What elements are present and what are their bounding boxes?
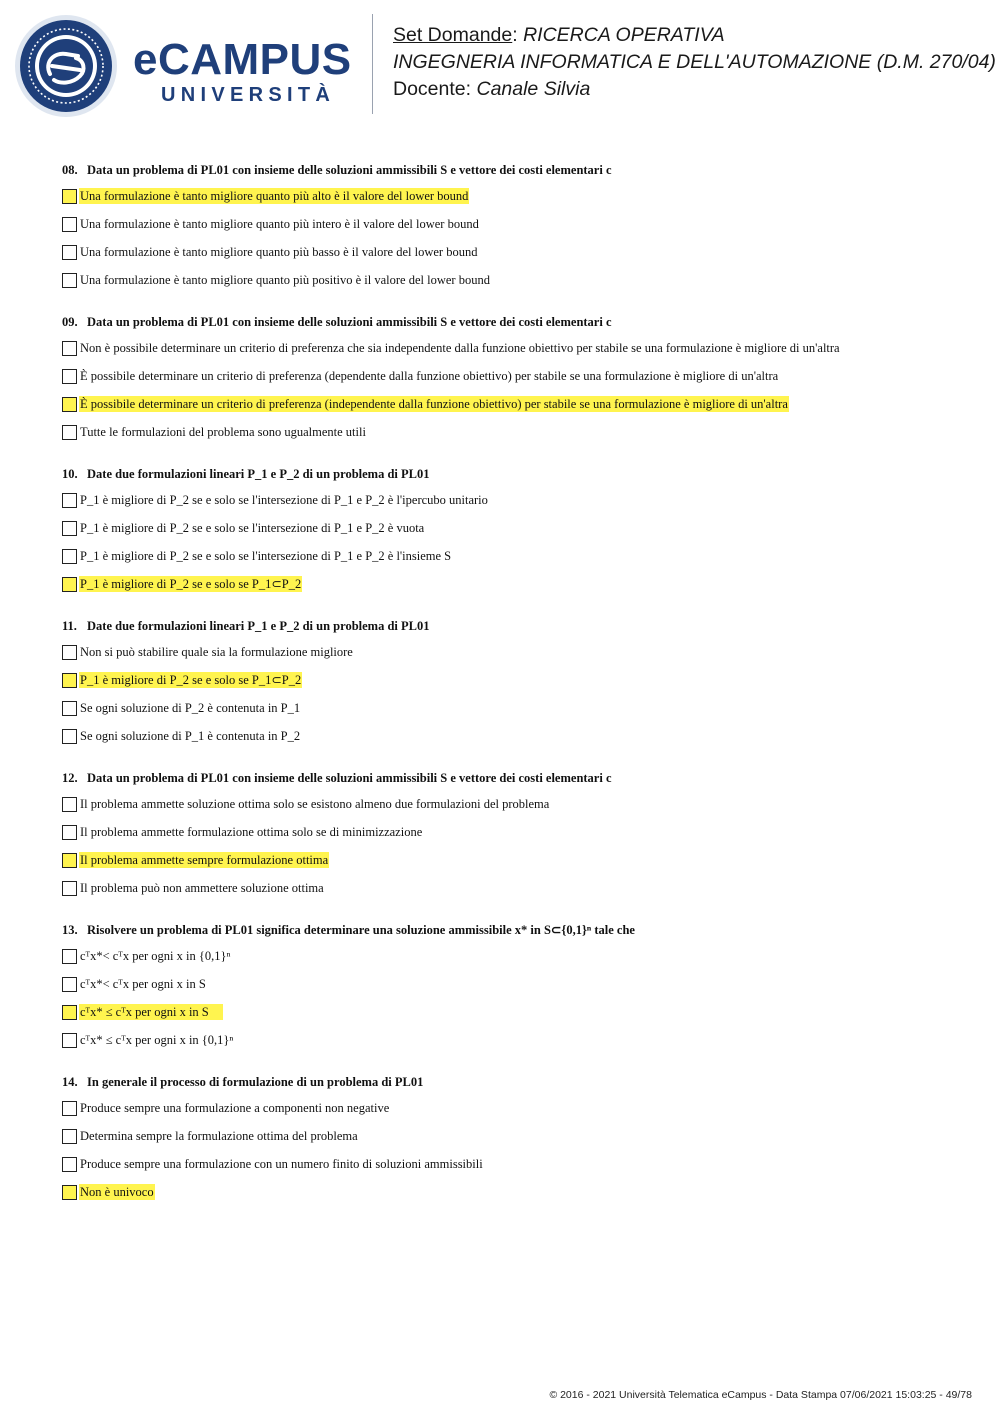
answer-option bbox=[62, 244, 962, 272]
answer-checkbox[interactable] bbox=[62, 549, 77, 564]
answer-text: cᵀx* ≤ cᵀx per ogni x in {0,1}ⁿ bbox=[80, 1033, 234, 1047]
answer-option bbox=[62, 1032, 962, 1060]
answer-checkbox[interactable] bbox=[62, 729, 77, 744]
brand-name: eCAMPUS bbox=[133, 35, 352, 84]
set-title: RICERCA OPERATIVA bbox=[523, 24, 725, 46]
answer-text: P_1 è migliore di P_2 se e solo se l'intersezione di P_1 e P_2 è vuota bbox=[80, 521, 425, 535]
answer-text: Il problema ammette soluzione ottima solo se esistono almeno due formulazioni del problema bbox=[80, 797, 550, 811]
answer-text: Non è possibile determinare un criterio di preferenza che sia independente dalla funzione obiettivo per stabile se una formulazione è migliore di un'altra bbox=[80, 341, 840, 355]
question-title bbox=[62, 618, 962, 634]
question-10 bbox=[62, 466, 962, 604]
answer-checkbox[interactable] bbox=[62, 217, 77, 232]
answer-option bbox=[62, 520, 962, 548]
answer-option bbox=[62, 216, 962, 244]
question-text: Data un problema di PL01 con insieme delle soluzioni ammissibili S e vettore dei costi elementari c bbox=[87, 315, 612, 329]
brand-subtitle: UNIVERSITÀ bbox=[161, 84, 336, 106]
answer-option bbox=[62, 880, 962, 908]
answer-text: P_1 è migliore di P_2 se e solo se l'intersezione di P_1 e P_2 è l'insieme S bbox=[80, 549, 452, 563]
answer-text: Una formulazione è tanto migliore quanto più positivo è il valore del lower bound bbox=[80, 273, 490, 287]
answer-checkbox[interactable] bbox=[62, 341, 77, 356]
answer-checkbox[interactable] bbox=[62, 1033, 77, 1048]
answer-option-highlighted bbox=[62, 852, 962, 880]
answer-text: Il problema ammette formulazione ottima solo se di minimizzazione bbox=[80, 825, 423, 839]
question-text: Data un problema di PL01 con insieme delle soluzioni ammissibili S e vettore dei costi elementari c bbox=[87, 163, 612, 177]
question-text: In generale il processo di formulazione di un problema di PL01 bbox=[87, 1075, 424, 1089]
answer-checkbox[interactable] bbox=[62, 1129, 77, 1144]
answer-checkbox[interactable] bbox=[62, 245, 77, 260]
answer-text: Non è univoco bbox=[80, 1185, 154, 1199]
teacher-label: Docente: bbox=[393, 78, 472, 100]
answer-checkbox[interactable] bbox=[62, 797, 77, 812]
answer-option bbox=[62, 1156, 962, 1184]
answer-option-highlighted bbox=[62, 188, 962, 216]
answer-text: cᵀx*< cᵀx per ogni x in S bbox=[80, 977, 206, 991]
answer-option bbox=[62, 644, 962, 672]
answer-checkbox[interactable] bbox=[62, 853, 77, 868]
answer-checkbox[interactable] bbox=[62, 881, 77, 896]
question-11 bbox=[62, 618, 962, 756]
question-title bbox=[62, 466, 962, 482]
course-name: INGEGNERIA INFORMATICA E DELL'AUTOMAZIONE (D.M. 270/04) bbox=[393, 51, 996, 73]
answer-option bbox=[62, 1100, 962, 1128]
question-number: 10. bbox=[62, 467, 78, 481]
answer-checkbox[interactable] bbox=[62, 397, 77, 412]
answer-checkbox[interactable] bbox=[62, 425, 77, 440]
question-title bbox=[62, 314, 962, 330]
answer-option-highlighted bbox=[62, 1004, 962, 1032]
course-info bbox=[393, 22, 996, 103]
answer-option bbox=[62, 700, 962, 728]
answer-text: cᵀx* ≤ cᵀx per ogni x in S bbox=[79, 1004, 223, 1020]
answer-text: P_1 è migliore di P_2 se e solo se P_1⊂P_2 bbox=[80, 577, 302, 591]
answer-option bbox=[62, 340, 962, 368]
question-text: Risolvere un problema di PL01 significa determinare una soluzione ammissibile x* in S⊂{0,1}ⁿ tale che bbox=[87, 923, 635, 937]
ecampus-logo-icon bbox=[14, 14, 118, 118]
answer-option bbox=[62, 548, 962, 576]
answer-option bbox=[62, 492, 962, 520]
question-text: Date due formulazioni lineari P_1 e P_2 di un problema di PL01 bbox=[87, 619, 430, 633]
question-list bbox=[62, 162, 962, 1226]
answer-checkbox[interactable] bbox=[62, 949, 77, 964]
question-title bbox=[62, 770, 962, 786]
answer-checkbox[interactable] bbox=[62, 1157, 77, 1172]
answer-option bbox=[62, 824, 962, 852]
answer-checkbox[interactable] bbox=[62, 273, 77, 288]
answer-checkbox[interactable] bbox=[62, 189, 77, 204]
answer-text: Determina sempre la formulazione ottima del problema bbox=[80, 1129, 358, 1143]
answer-option bbox=[62, 728, 962, 756]
question-number: 11. bbox=[62, 619, 77, 633]
answer-text: Produce sempre una formulazione a componenti non negative bbox=[80, 1101, 390, 1115]
question-title bbox=[62, 1074, 962, 1090]
question-number: 09. bbox=[62, 315, 78, 329]
answer-text: P_1 è migliore di P_2 se e solo se P_1⊂P_2 bbox=[80, 673, 302, 687]
answer-option-highlighted bbox=[62, 576, 962, 604]
question-number: 14. bbox=[62, 1075, 78, 1089]
page-footer: © 2016 - 2021 Università Telematica eCampus - Data Stampa 07/06/2021 15:03:25 - 49/78 bbox=[549, 1389, 972, 1401]
answer-option bbox=[62, 368, 962, 396]
teacher-name: Canale Silvia bbox=[476, 78, 591, 100]
answer-checkbox[interactable] bbox=[62, 369, 77, 384]
answer-text: È possibile determinare un criterio di preferenza (dependente dalla funzione obiettivo) per stabile se una formulazione è migliore di un'altra bbox=[80, 369, 779, 383]
answer-option-highlighted bbox=[62, 1184, 962, 1212]
answer-text: È possibile determinare un criterio di preferenza (independente dalla funzione obiettivo) per stabile se una formulazione è migliore di un'altra bbox=[80, 397, 788, 411]
question-13 bbox=[62, 922, 962, 1060]
answer-option bbox=[62, 424, 962, 452]
answer-checkbox[interactable] bbox=[62, 1005, 77, 1020]
question-09 bbox=[62, 314, 962, 452]
answer-checkbox[interactable] bbox=[62, 673, 77, 688]
answer-text: Una formulazione è tanto migliore quanto più intero è il valore del lower bound bbox=[80, 217, 479, 231]
answer-option-highlighted bbox=[62, 672, 962, 700]
question-12 bbox=[62, 770, 962, 908]
question-number: 13. bbox=[62, 923, 78, 937]
answer-checkbox[interactable] bbox=[62, 493, 77, 508]
header-divider bbox=[372, 14, 373, 114]
answer-text: Il problema ammette sempre formulazione ottima bbox=[80, 853, 329, 867]
answer-option bbox=[62, 1128, 962, 1156]
set-label: Set Domande bbox=[393, 24, 513, 46]
answer-option-highlighted bbox=[62, 396, 962, 424]
page-header bbox=[0, 0, 1000, 130]
answer-checkbox[interactable] bbox=[62, 521, 77, 536]
answer-text: cᵀx*< cᵀx per ogni x in {0,1}ⁿ bbox=[80, 949, 231, 963]
answer-checkbox[interactable] bbox=[62, 825, 77, 840]
answer-checkbox[interactable] bbox=[62, 701, 77, 716]
answer-text: Non si può stabilire quale sia la formulazione migliore bbox=[80, 645, 353, 659]
answer-option bbox=[62, 796, 962, 824]
brand-wordmark bbox=[133, 35, 352, 106]
answer-checkbox[interactable] bbox=[62, 577, 77, 592]
answer-text: Il problema può non ammettere soluzione ottima bbox=[80, 881, 324, 895]
teacher-line bbox=[393, 76, 996, 103]
answer-text: P_1 è migliore di P_2 se e solo se l'intersezione di P_1 e P_2 è l'ipercubo unitario bbox=[80, 493, 488, 507]
question-08 bbox=[62, 162, 962, 300]
answer-text: Tutte le formulazioni del problema sono ugualmente utili bbox=[80, 425, 366, 439]
question-number: 12. bbox=[62, 771, 78, 785]
set-line: Set Domande: RICERCA OPERATIVA bbox=[393, 24, 725, 46]
answer-checkbox[interactable] bbox=[62, 645, 77, 660]
answer-text: Produce sempre una formulazione con un numero finito di soluzioni ammissibili bbox=[80, 1157, 483, 1171]
answer-text: Una formulazione è tanto migliore quanto più alto è il valore del lower bound bbox=[80, 189, 469, 203]
answer-option bbox=[62, 272, 962, 300]
question-title bbox=[62, 922, 962, 938]
question-14 bbox=[62, 1074, 962, 1212]
answer-checkbox[interactable] bbox=[62, 977, 77, 992]
answer-text: Se ogni soluzione di P_2 è contenuta in P_1 bbox=[80, 701, 301, 715]
answer-option bbox=[62, 948, 962, 976]
question-text: Data un problema di PL01 con insieme delle soluzioni ammissibili S e vettore dei costi elementari c bbox=[87, 771, 612, 785]
answer-text: Se ogni soluzione di P_1 è contenuta in P_2 bbox=[80, 729, 301, 743]
course-line bbox=[393, 49, 996, 76]
answer-checkbox[interactable] bbox=[62, 1185, 77, 1200]
answer-text: Una formulazione è tanto migliore quanto più basso è il valore del lower bound bbox=[80, 245, 478, 259]
question-text: Date due formulazioni lineari P_1 e P_2 di un problema di PL01 bbox=[87, 467, 430, 481]
answer-checkbox[interactable] bbox=[62, 1101, 77, 1116]
question-title bbox=[62, 162, 962, 178]
question-number: 08. bbox=[62, 163, 78, 177]
answer-option bbox=[62, 976, 962, 1004]
